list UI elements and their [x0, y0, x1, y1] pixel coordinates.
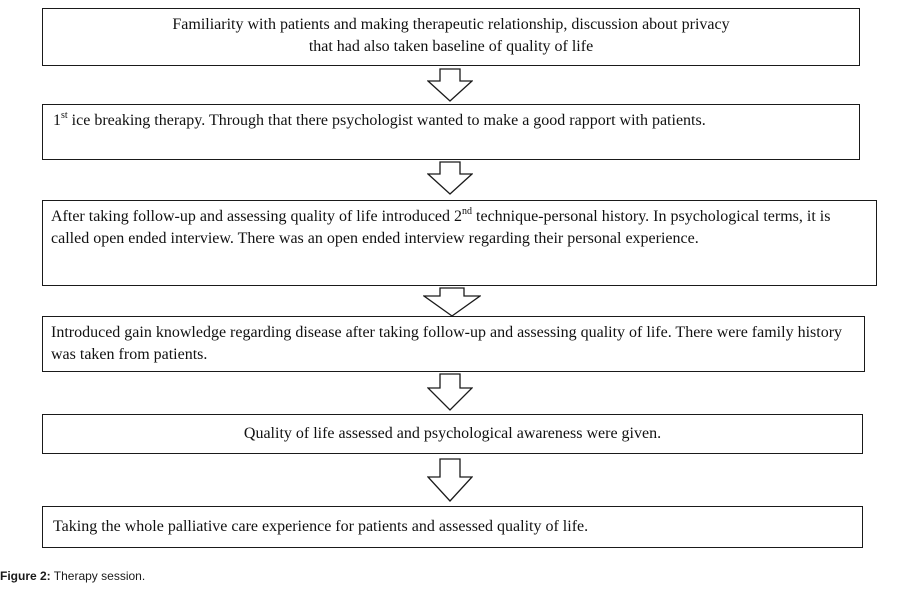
step-3-text-pre: After taking follow-up and assessing quality of life introduced 2 — [51, 208, 463, 225]
step-5-box — [42, 414, 863, 454]
down-arrow-icon — [427, 68, 473, 102]
down-arrow-icon — [423, 287, 481, 317]
step-6-text: Taking the whole palliative care experience for patients and assessed quality of life. — [53, 518, 589, 535]
down-arrow-icon — [427, 373, 473, 411]
step-1-line-2: that had also taken baseline of quality of life — [308, 38, 594, 55]
step-2-text-pre: 1 — [53, 112, 61, 129]
step-6-box — [42, 506, 863, 548]
step-1-box — [42, 8, 860, 66]
down-arrow-icon — [427, 458, 473, 502]
figure-caption-text: Therapy session. — [50, 569, 146, 583]
step-2-text-post: ice breaking therapy. Through that there psychologist wanted to make a good rapport with patients. — [67, 112, 706, 129]
step-3-ordinal: nd — [462, 205, 473, 217]
step-3-text-post: technique-personal history. In psychological terms, it is called open ended interview. There was an open ended interview regarding their personal experience. — [51, 208, 831, 247]
figure-caption — [0, 569, 145, 583]
step-2-ordinal: st — [61, 109, 68, 121]
step-3-box — [42, 200, 877, 286]
step-2-box — [42, 104, 860, 160]
step-4-text: Introduced gain knowledge regarding disease after taking follow-up and assessing quality of life. There were family history was taken from patients. — [51, 324, 843, 363]
figure-label: Figure 2: — [0, 569, 51, 583]
step-1-line-1: Familiarity with patients and making therapeutic relationship, discussion about privacy — [172, 16, 730, 33]
down-arrow-icon — [427, 161, 473, 195]
step-4-box — [42, 316, 865, 372]
step-5-text: Quality of life assessed and psychological awareness were given. — [243, 425, 662, 442]
